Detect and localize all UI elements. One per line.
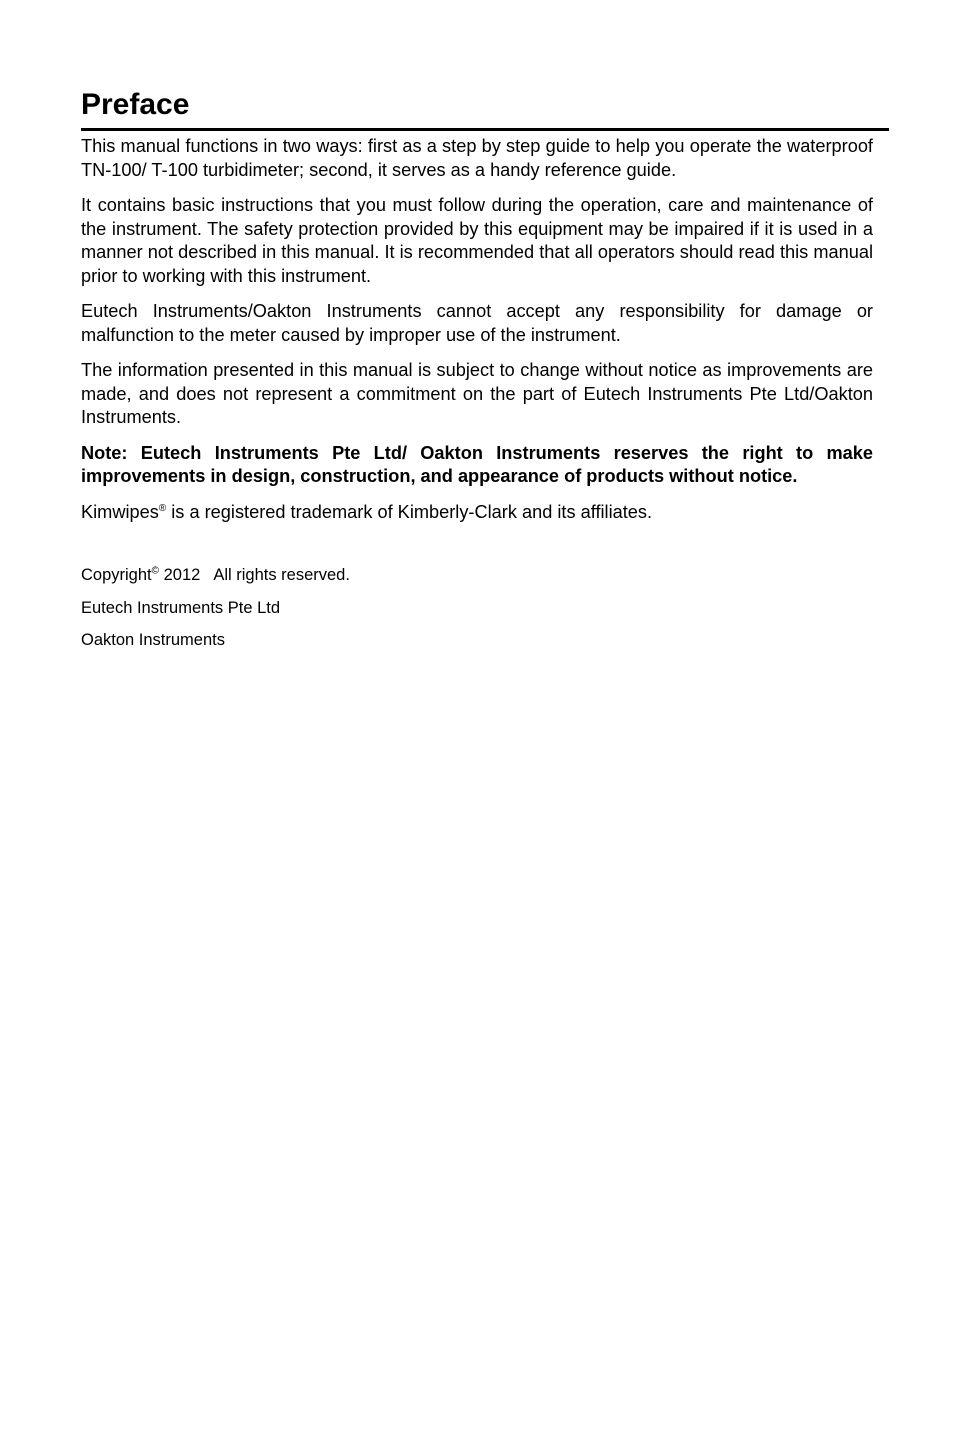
page-title: Preface [81,86,889,131]
document-page [81,86,889,662]
copyright-block [81,564,873,651]
copyright-symbol: © [151,565,159,577]
copyright-year: 2012 [163,566,201,584]
company-name: Eutech Instruments Pte Ltd [81,598,281,617]
trademark-paragraph [81,501,873,525]
copyright-line [81,564,873,586]
company-name: Oakton Instruments [81,631,225,649]
registered-symbol: ® [158,502,167,514]
note-paragraph: Note: Eutech Instruments Pte Ltd/ Oakton Instruments reserves the right to make improvements in design, construction, and appearance of products without notice. [81,442,873,486]
copyright-label: Copyright [81,566,152,584]
change-notice-paragraph: The information presented in this manual is subject to change without notice as improvements are made, and does not represent a commitment on the part of Eutech Instruments Pte Ltd/Oakton Instruments. [81,360,873,427]
intro-paragraph: This manual functions in two ways: first as a step by step guide to help you operate the waterproof TN-100/ T-100 turbidimeter; second, it serves as a handy reference guide. [81,136,873,180]
trademark-name: Kimwipes [81,501,159,522]
preface-body [81,135,873,651]
trademark-text: is a registered trademark of Kimberly-Clark and its affiliates. [166,501,653,522]
instructions-paragraph: It contains basic instructions that you must follow during the operation, care and maintenance of the instrument. The safety protection provided by this equipment may be impaired if it is used in a manner not described in this manual. It is recommended that all operators should read this manual prior to working with this instrument. [81,195,873,286]
copyright-rights: All rights reserved. [213,566,350,584]
liability-paragraph: Eutech Instruments/Oakton Instruments cannot accept any responsibility for damage or malfunction to the meter caused by improper use of the instrument. [81,301,873,345]
